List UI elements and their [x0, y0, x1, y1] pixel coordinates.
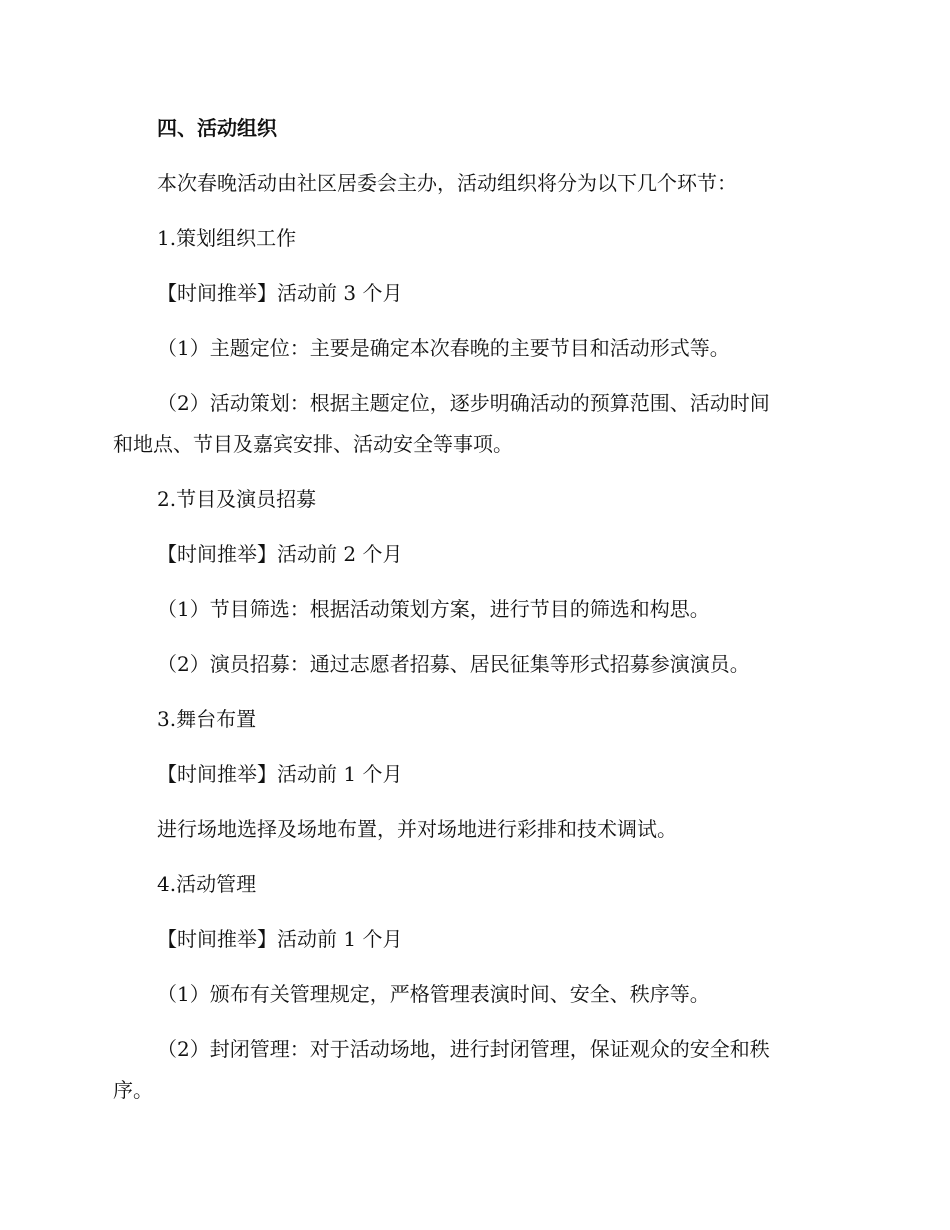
section-intro: 本次春晚活动由社区居委会主办，活动组织将分为以下几个环节：	[157, 171, 737, 195]
part-1-item-1: （1）主题定位：主要是确定本次春晚的主要节目和活动形式等。	[157, 336, 730, 360]
part-2-item-2: （2）演员招募：通过志愿者招募、居民征集等形式招募参演演员。	[157, 652, 750, 676]
part-1-item-2-continued: 和地点、节目及嘉宾安排、活动安全等事项。	[113, 432, 513, 456]
part-1-item-2: （2）活动策划：根据主题定位，逐步明确活动的预算范围、活动时间	[157, 391, 770, 415]
part-3-time: 【时间推举】活动前 1 个月	[157, 762, 403, 786]
part-3-title: 3.舞台布置	[157, 707, 257, 731]
part-4-item-2: （2）封闭管理：对于活动场地，进行封闭管理，保证观众的安全和秩	[157, 1037, 770, 1061]
part-4-item-2-continued: 序。	[113, 1078, 153, 1102]
part-4-title: 4.活动管理	[157, 872, 257, 896]
part-4-time: 【时间推举】活动前 1 个月	[157, 927, 403, 951]
part-3-item-1: 进行场地选择及场地布置，并对场地进行彩排和技术调试。	[157, 817, 677, 841]
part-1-time: 【时间推举】活动前 3 个月	[157, 281, 403, 305]
section-heading: 四、活动组织	[157, 116, 277, 140]
part-2-title: 2.节目及演员招募	[157, 487, 317, 511]
part-2-time: 【时间推举】活动前 2 个月	[157, 542, 403, 566]
part-4-item-1: （1）颁布有关管理规定，严格管理表演时间、安全、秩序等。	[157, 982, 710, 1006]
part-2-item-1: （1）节目筛选：根据活动策划方案，进行节目的筛选和构思。	[157, 597, 710, 621]
part-1-title: 1.策划组织工作	[157, 226, 297, 250]
